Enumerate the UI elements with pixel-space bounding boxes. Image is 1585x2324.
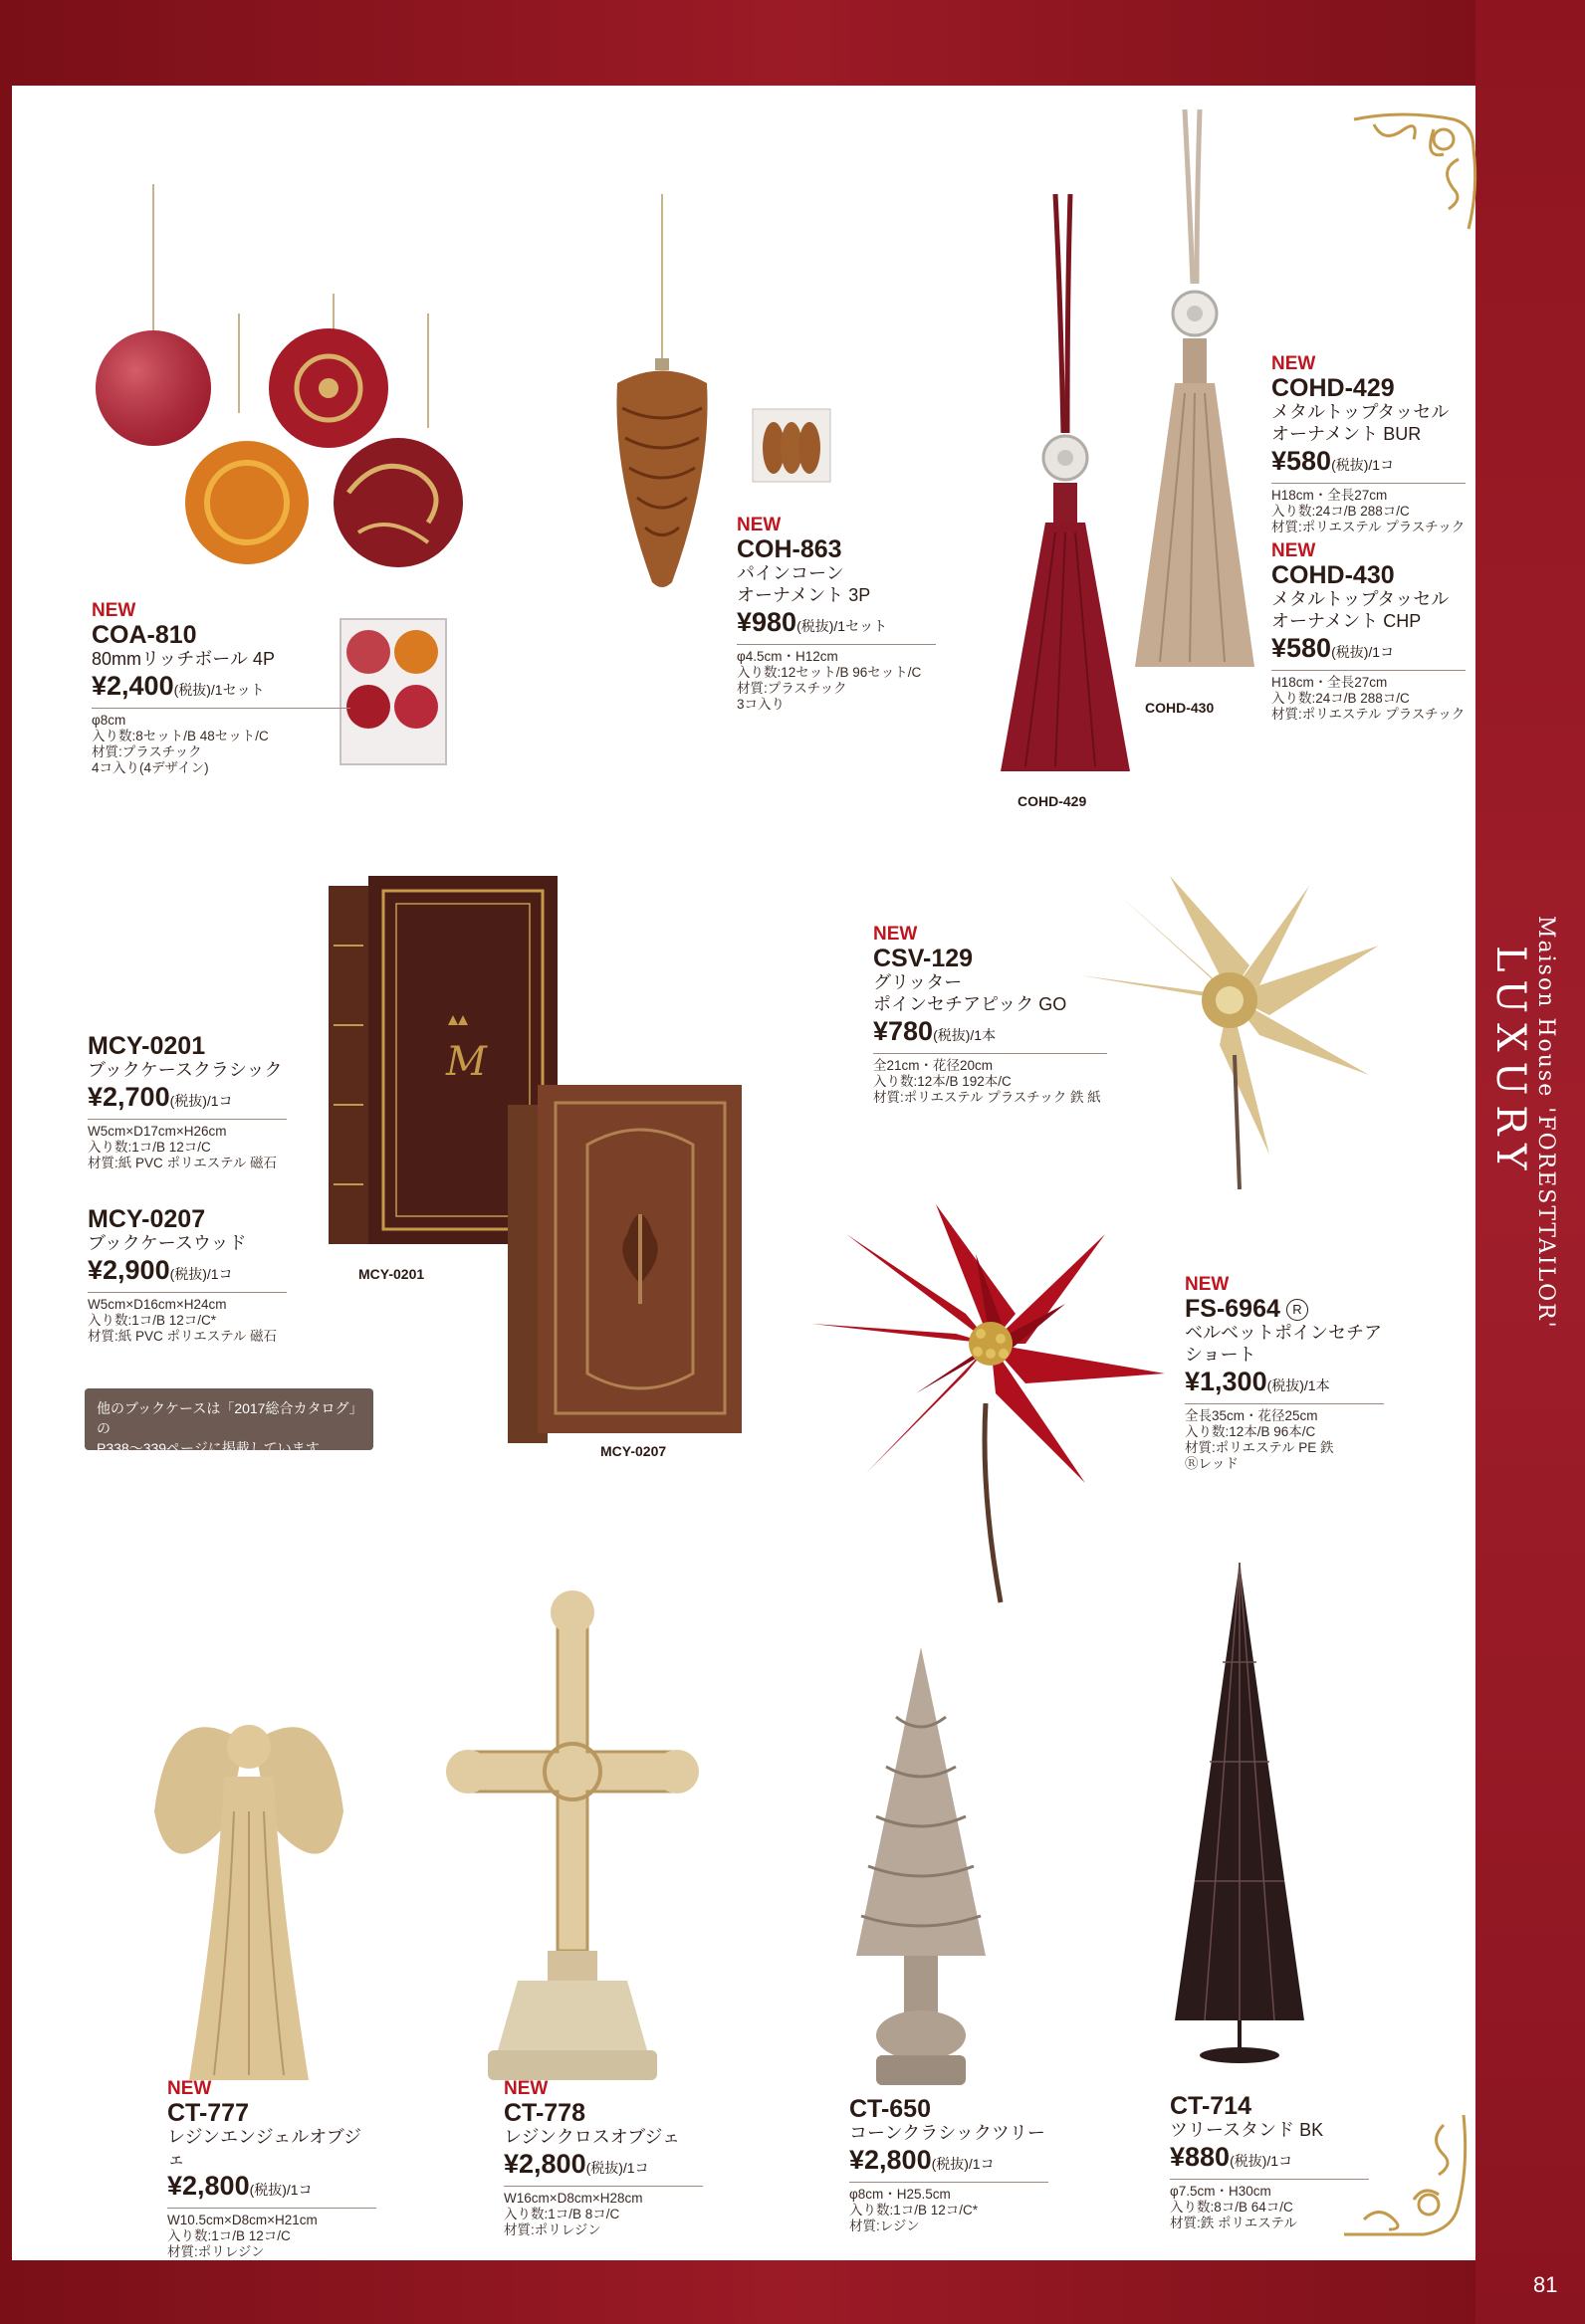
spec-size: φ7.5cm・H30cm	[1170, 2184, 1271, 2199]
tax-label: (税抜)	[933, 1027, 971, 1043]
spec-material: 材質:鉄 ポリエステル	[1170, 2216, 1297, 2230]
product-code: FS-6964	[1185, 1295, 1280, 1323]
spec-material: 材質:ポリレジン	[167, 2244, 265, 2259]
product-ct-650	[849, 2096, 1048, 2234]
spec-qty: 入り数:1コ/B 12コ/C	[88, 1140, 211, 1155]
spec-size: H18cm・全長27cm	[1271, 675, 1388, 690]
price-row	[849, 2144, 1048, 2183]
price: ¥2,800	[167, 2171, 250, 2201]
price-row	[88, 1081, 287, 1120]
price: ¥2,800	[504, 2149, 586, 2179]
product-name-1: メタルトップタッセル	[1271, 589, 1450, 609]
product-ct-714	[1170, 2093, 1369, 2231]
product-code: CT-714	[1170, 2092, 1251, 2120]
pinecone-ornament-image	[597, 194, 727, 592]
spec-color: Ⓡレッド	[1185, 1456, 1239, 1471]
spec-qty: 入り数:24コ/B 288コ/C	[1271, 504, 1410, 519]
price: ¥980	[737, 607, 797, 637]
product-name-1: メタルトップタッセル	[1271, 402, 1450, 422]
price-row	[1271, 445, 1466, 484]
spec-material: 材質:ポリレジン	[504, 2222, 601, 2237]
product-name-2: ポインセチアピック GO	[873, 994, 1067, 1014]
caption-mcy-0207: MCY-0207	[600, 1443, 667, 1459]
unit-label: /1コ	[622, 2160, 649, 2176]
spec-material: 材質:レジン	[849, 2218, 920, 2233]
new-badge: NEW	[92, 600, 136, 621]
tax-label: (税抜)	[796, 618, 834, 634]
tax-label: (税抜)	[173, 682, 211, 698]
spec-size: W16cm×D8cm×H28cm	[504, 2191, 643, 2206]
new-badge: NEW	[504, 2078, 549, 2099]
glitter-poinsettia-image	[1070, 856, 1389, 1194]
product-code: CSV-129	[873, 945, 974, 972]
tax-label: (税抜)	[931, 2156, 969, 2172]
price-row	[1185, 1366, 1384, 1404]
product-coh-863	[737, 515, 936, 713]
spec-qty: 入り数:12セット/B 96セット/C	[737, 665, 922, 680]
note-line-1: 他のブックケースは「2017総合カタログ」の	[97, 1400, 356, 1436]
price-row	[737, 606, 936, 645]
product-name-2: オーナメント 3P	[737, 585, 871, 605]
spec-qty: 入り数:1コ/B 8コ/C	[504, 2207, 620, 2221]
bookcase-wood-image	[508, 1085, 742, 1443]
product-name-2: オーナメント CHP	[1271, 611, 1422, 631]
unit-label: /1コ	[206, 1093, 233, 1109]
spec-material: 材質:プラスチック	[92, 744, 202, 759]
spec-qty: 入り数:8コ/B 64コ/C	[1170, 2200, 1293, 2215]
spec-size: W10.5cm×D8cm×H21cm	[167, 2213, 318, 2227]
product-code: MCY-0207	[88, 1205, 206, 1233]
tassel-burgundy-image	[996, 194, 1135, 791]
price: ¥580	[1271, 446, 1332, 476]
unit-label: /1コ	[1266, 2153, 1293, 2169]
unit-label: /1コ	[206, 1266, 233, 1282]
product-code: COHD-430	[1271, 561, 1395, 589]
tax-label: (税抜)	[1331, 457, 1369, 473]
new-badge: NEW	[1185, 1274, 1230, 1295]
price: ¥580	[1271, 633, 1332, 663]
spec-size: 全長35cm・花径25cm	[1185, 1408, 1318, 1423]
spec-size: W5cm×D17cm×H26cm	[88, 1124, 227, 1139]
product-cohd-429	[1271, 353, 1466, 535]
product-mcy-0207	[88, 1206, 287, 1345]
spec-qty: 入り数:1コ/B 12コ/C*	[88, 1313, 217, 1328]
unit-label: /1本	[1303, 1377, 1330, 1393]
spec-material: 材質:ポリエステル プラスチック 鉄 紙	[873, 1090, 1101, 1105]
product-name-2: ショート	[1185, 1345, 1256, 1365]
product-code: CT-650	[849, 2095, 931, 2123]
note-line-2: P338～339ページに掲載しています。	[97, 1440, 333, 1456]
spec-size: H18cm・全長27cm	[1271, 488, 1388, 503]
price: ¥2,700	[88, 1082, 170, 1112]
spec-material: 材質:ポリエステル PE 鉄	[1185, 1440, 1334, 1455]
product-name-1: ベルベットポインセチア	[1185, 1323, 1382, 1343]
price-row	[1271, 632, 1466, 671]
spec-note: 3コ入り	[737, 697, 786, 712]
price: ¥1,300	[1185, 1367, 1267, 1396]
product-name: 80mmリッチボール 4P	[92, 649, 275, 669]
price: ¥780	[873, 1016, 934, 1046]
rich-ball-package-image	[339, 617, 448, 766]
tax-label: (税抜)	[585, 2160, 623, 2176]
product-name: レジンクロスオブジェ	[504, 2127, 681, 2147]
product-name: レジンエンジェルオブジェ	[167, 2127, 362, 2169]
spec-qty: 入り数:12本/B 192本/C	[873, 1074, 1012, 1089]
pinecone-package-image	[752, 408, 831, 483]
spec-material: 材質:プラスチック	[737, 681, 847, 696]
spec-size: φ8cm・H25.5cm	[849, 2187, 951, 2202]
side-subtitle: Maison House 'FORESTTAILOR'	[1533, 916, 1558, 1330]
spec-size: W5cm×D16cm×H24cm	[88, 1297, 227, 1312]
resin-angel-image	[149, 1692, 348, 2090]
unit-label: /1セット	[833, 618, 888, 634]
product-name: コーンクラシックツリー	[849, 2123, 1045, 2143]
svg-text:M: M	[446, 1039, 487, 1085]
price-row	[167, 2170, 376, 2209]
tax-label: (税抜)	[1230, 2153, 1267, 2169]
tax-label: (税抜)	[249, 2182, 287, 2198]
tax-label: (税抜)	[1266, 1377, 1304, 1393]
product-code: MCY-0201	[88, 1032, 206, 1060]
tree-stand-black-image	[1165, 1563, 1314, 2070]
new-badge: NEW	[1271, 540, 1316, 561]
spec-material: 材質:紙 PVC ポリエステル 磁石	[88, 1156, 278, 1170]
product-coa-810	[92, 600, 350, 776]
product-ct-777	[167, 2078, 376, 2260]
spec-size: φ8cm	[92, 713, 126, 728]
product-code: COA-810	[92, 621, 197, 649]
product-fs-6964	[1185, 1274, 1384, 1472]
tax-label: (税抜)	[169, 1093, 207, 1109]
spec-material: 材質:ポリエステル プラスチック	[1271, 707, 1466, 722]
resin-cross-image	[448, 1592, 697, 2090]
cone-classic-tree-image	[846, 1637, 996, 2095]
spec-qty: 入り数:12本/B 96本/C	[1185, 1424, 1316, 1439]
tassel-champagne-image	[1125, 109, 1264, 687]
product-name-1: グリッター	[873, 972, 963, 992]
page-number: 81	[1533, 2272, 1558, 2297]
product-code-row	[1185, 1296, 1384, 1322]
side-luxury: LUXURY	[1487, 946, 1533, 1180]
spec-material: 材質:ポリエステル プラスチック	[1271, 520, 1466, 534]
velvet-poinsettia-image	[806, 1194, 1175, 1612]
unit-label: /1セット	[210, 682, 265, 698]
spec-material: 材質:紙 PVC ポリエステル 磁石	[88, 1329, 278, 1344]
price-row	[504, 2148, 703, 2187]
price-row	[88, 1254, 287, 1293]
product-code: COH-863	[737, 535, 842, 563]
corner-ornament-top-icon	[1344, 100, 1483, 239]
unit-label: /1コ	[1368, 644, 1395, 660]
product-code: CT-777	[167, 2099, 249, 2127]
product-csv-129	[873, 924, 1107, 1106]
price-row	[873, 1015, 1107, 1054]
product-ct-778	[504, 2078, 703, 2238]
product-name-1: パインコーン	[737, 563, 844, 583]
spec-qty: 入り数:8セット/B 48セット/C	[92, 729, 269, 743]
spec-qty: 入り数:1コ/B 12コ/C	[167, 2228, 291, 2243]
price: ¥2,400	[92, 671, 174, 701]
unit-label: /1コ	[286, 2182, 313, 2198]
product-cohd-430	[1271, 540, 1466, 723]
new-badge: NEW	[737, 515, 782, 535]
price: ¥2,900	[88, 1255, 170, 1285]
spec-size: 全21cm・花径20cm	[873, 1058, 994, 1073]
caption-cohd-429: COHD-429	[1018, 793, 1087, 809]
caption-mcy-0201: MCY-0201	[358, 1266, 425, 1282]
unit-label: /1コ	[1368, 457, 1395, 473]
tax-label: (税抜)	[1331, 644, 1369, 660]
unit-label: /1コ	[968, 2156, 995, 2172]
new-badge: NEW	[873, 924, 918, 945]
rich-ball-ornaments-image	[90, 174, 508, 592]
price: ¥2,800	[849, 2145, 932, 2175]
tax-label: (税抜)	[169, 1266, 207, 1282]
spec-note: 4コ入り(4デザイン)	[92, 760, 209, 775]
spec-qty: 入り数:1コ/B 12コ/C*	[849, 2203, 979, 2218]
registered-mark: R	[1286, 1299, 1308, 1321]
product-code: CT-778	[504, 2099, 585, 2127]
price: ¥880	[1170, 2142, 1231, 2172]
price-row	[92, 670, 350, 709]
spec-size: φ4.5cm・H12cm	[737, 649, 838, 664]
product-mcy-0201	[88, 1033, 287, 1171]
caption-cohd-430: COHD-430	[1145, 700, 1215, 716]
product-name-2: オーナメント BUR	[1271, 424, 1422, 444]
new-badge: NEW	[1271, 353, 1316, 374]
bookcase-note	[85, 1388, 373, 1456]
product-name: ツリースタンド BK	[1170, 2120, 1324, 2140]
product-name: ブックケースクラシック	[88, 1060, 283, 1080]
product-code: COHD-429	[1271, 374, 1395, 402]
spec-qty: 入り数:24コ/B 288コ/C	[1271, 691, 1410, 706]
side-title	[1487, 916, 1558, 1453]
new-badge: NEW	[167, 2078, 212, 2099]
unit-label: /1本	[970, 1027, 997, 1043]
price-row	[1170, 2141, 1369, 2180]
product-name: ブックケースウッド	[88, 1233, 247, 1253]
